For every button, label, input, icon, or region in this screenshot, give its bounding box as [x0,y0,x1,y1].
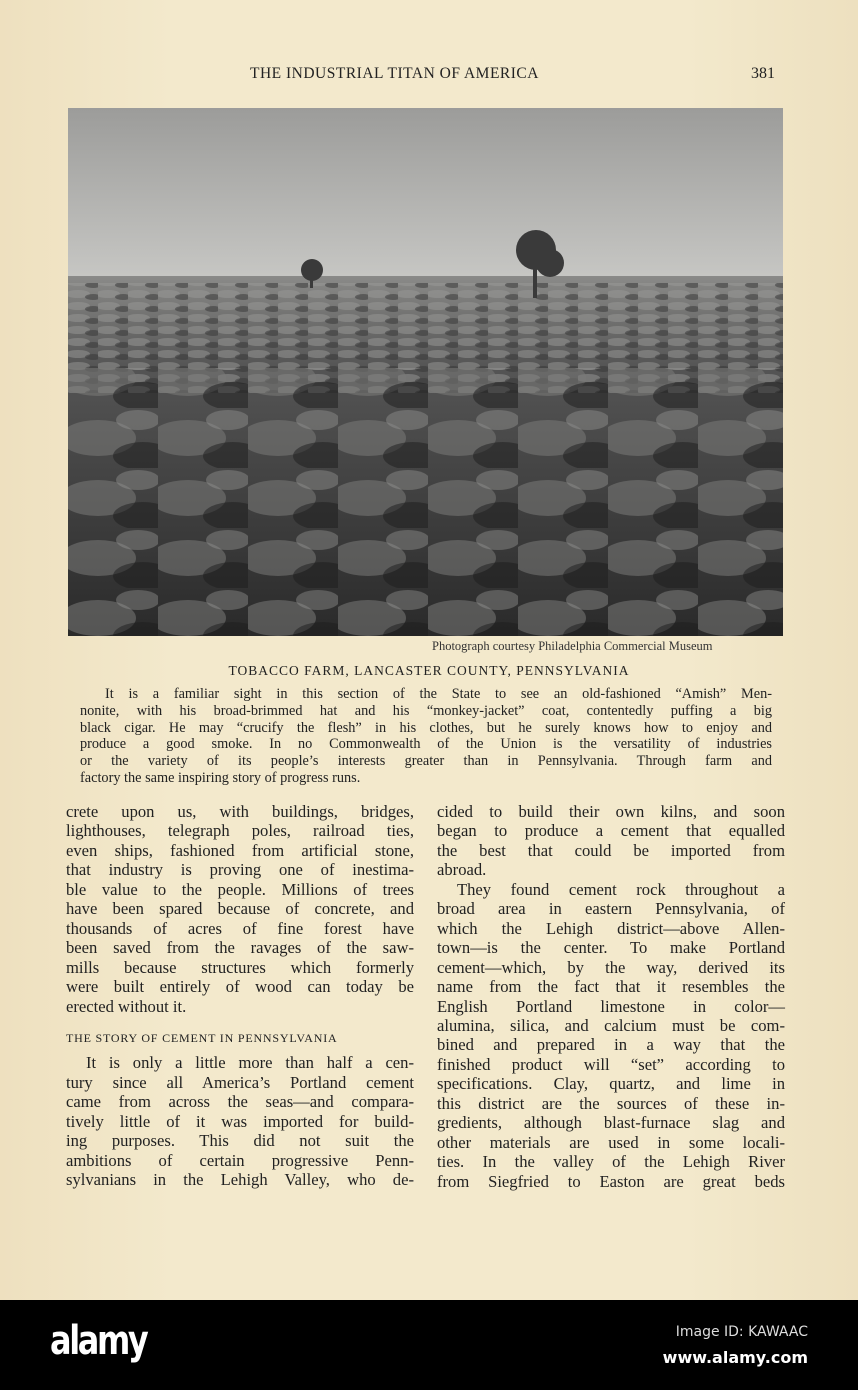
figure-title: TOBACCO FARM, LANCASTER COUNTY, PENNSYLVANIA [228,663,630,678]
caption-line: factory the same inspiring story of progress runs. [80,769,361,786]
left-column [66,802,414,1190]
text-line: been saved from the ravages of the saw- [66,938,414,958]
text-line: sylvanians in the Lehigh Valley, who de- [66,1170,414,1190]
text-line: tively little of it was imported for build- [66,1111,414,1131]
watermark-footer [0,1300,858,1390]
image-id: Image ID: KAWAAC [675,1324,808,1340]
text-line: gredients, although blast-furnace slag and [437,1113,785,1133]
caption-line: It is a familiar sight in this section of the State to see an old-fashioned “Amish” Men- [105,686,772,702]
site-url: www.alamy.com [662,1348,808,1367]
text-line: ties. In the valley of the Lehigh River [437,1152,785,1172]
text-line: alumina, silica, and calcium must be com- [437,1015,785,1035]
photo-credit: Photograph courtesy Philadelphia Commercial Museum [432,639,713,653]
text-line: ing purposes. This did not suit the [66,1131,414,1151]
text-line: abroad. [437,860,487,880]
text-line: ble value to the people. Millions of trees [66,879,414,899]
text-line: were built entirely of wood can today be [66,977,414,997]
text-line: came from across the seas—and compara- [66,1092,414,1112]
text-line: erected without it. [66,996,187,1016]
text-line: broad area in eastern Pennsylvania, of [437,899,785,919]
text-line: tury since all America’s Portland cement [66,1072,414,1092]
alamy-logo: alamy [50,1318,147,1364]
text-line: finished product will “set” according to [437,1054,785,1074]
right-column [437,802,785,1191]
text-line: mills because structures which formerly [66,957,414,977]
text-line: bined and prepared in a way that the [437,1035,785,1055]
text-line: this district are the sources of these in- [437,1093,785,1113]
figure-caption [80,686,772,787]
caption-line: nonite, with his broad-brimmed hat and his “monkey-jacket” coat, contentedly puffing a big [80,702,772,719]
text-line: town—is the center. To make Portland [437,938,785,958]
text-line: English Portland limestone in color— [437,996,785,1016]
tobacco-farm-photo [68,108,783,636]
section-heading: THE STORY OF CEMENT IN PENNSYLVANIA [66,1030,338,1045]
text-line: that industry is proving one of inestima- [66,860,414,880]
text-line: lighthouses, telegraph poles, railroad ties, [66,821,414,841]
text-line: thousands of acres of fine forest have [66,918,414,938]
text-line: the best that could be imported from [437,840,785,860]
text-line: ambitions of certain progressive Penn- [66,1150,414,1170]
text-line: crete upon us, with buildings, bridges, [66,802,414,821]
text-line: cided to build their own kilns, and soon [437,802,785,821]
caption-line: black cigar. He may “crucify the flesh” in his clothes, but he surely knows how to enjoy and [80,719,772,736]
text-line: They found cement rock throughout a [457,879,785,899]
text-line: have been spared because of concrete, and [66,899,414,919]
text-line: other materials are used in some locali- [437,1132,785,1152]
text-line: which the Lehigh district—above Allen- [437,918,785,938]
text-line: specifications. Clay, quartz, and lime in [437,1074,785,1094]
text-line: name from the fact that it resembles the [437,977,785,997]
text-line: It is only a little more than half a cen- [86,1053,414,1073]
text-line: even ships, fashioned from artificial stone, [66,840,414,860]
running-header: THE INDUSTRIAL TITAN OF AMERICA [250,65,539,82]
caption-line: produce a good smoke. In no Commonwealth of the Union is the versatility of industries [80,736,772,753]
text-line: cement—which, by the way, derived its [437,957,785,977]
text-line: began to produce a cement that equalled [437,821,785,841]
page-number: 381 [751,65,775,82]
text-line: from Siegfried to Easton are great beds [437,1171,785,1191]
caption-line: or the variety of its people’s interests greater than in Pennsylvania. Through farm and [80,753,772,770]
